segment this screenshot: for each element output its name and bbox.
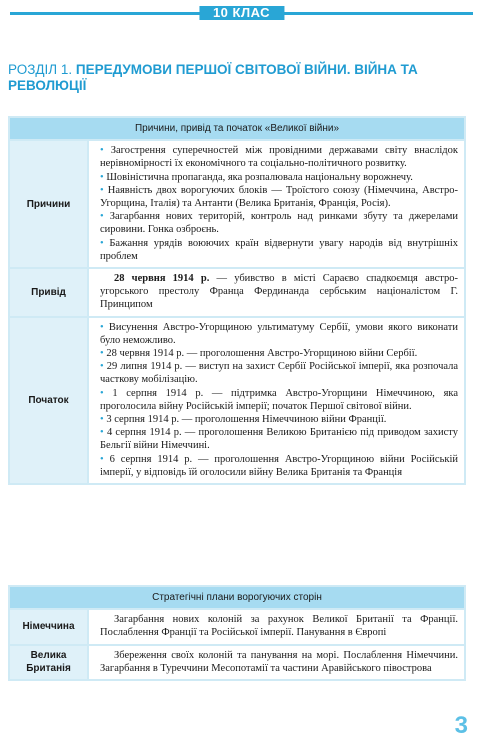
section-number: РОЗДІЛ 1. [8, 62, 73, 77]
bullet-icon: • [100, 184, 104, 196]
list-item: • 3 серпня 1914 р. — проголошення Німеччиною війни Франції. [100, 414, 387, 426]
list-item: • 1 серпня 1914 р. — підтримка Австро-Угорщини Німеччиною, яка проголосила війну Російській імперії; початок Першої світової війни. [100, 387, 459, 412]
table-row [9, 317, 465, 484]
pretext-date: 28 червня 1914 р. [114, 273, 210, 285]
grade-header-bar [0, 6, 483, 20]
table-row [9, 268, 465, 317]
section-heading [8, 62, 468, 94]
pretext-cell [88, 268, 465, 317]
grade-label: 10 КЛАС [199, 6, 284, 20]
germany-plans-cell: Загарбання нових колоній за рахунок Великої Британії та Франції. Послаблення Франції та Російської імперії. Панування в Європі [88, 609, 465, 644]
list-item: • 28 червня 1914 р. — проголошення Австро-Угорщиною війни Сербії. [100, 348, 418, 360]
bullet-icon: • [100, 414, 104, 426]
list-item: • Наявність двох ворогуючих блоків — Троїстого союзу (Німеччина, Австро-Угорщина, Італія) та Антанти (Велика Британія, Франція, Росія). [100, 184, 458, 210]
bullet-icon: • [100, 348, 104, 360]
bullet-icon: • [100, 361, 104, 373]
causes-table [8, 116, 466, 485]
list-item: • Шовіністична пропаганда, яка розпалювала національну ворожнечу. [100, 171, 413, 183]
causes-table-header: Причини, привід та початок «Великої війни» [9, 117, 465, 140]
table-row [9, 645, 465, 680]
list-item: • 4 серпня 1914 р. — проголошення Великою Британією під приводом захисту Бельгії війни Німеччині. [100, 427, 458, 452]
row-label-great-britain: Велика Британія [9, 645, 88, 680]
section-title: ПЕРЕДУМОВИ ПЕРШОЇ СВІТОВОЇ ВІЙНИ. ВІЙНА ТА РЕВОЛЮЦІЇ [8, 62, 418, 93]
row-label-germany: Німеччина [9, 609, 88, 644]
list-item: • 6 серпня 1914 р. — проголошення Австро-Угорщиною війни Російській імперії, у відповідь їй оголосили війну Велика Британія та Франція [100, 453, 459, 478]
strategic-plans-header: Стратегічні плани ворогуючих сторін [9, 586, 465, 609]
list-item: • 29 липня 1914 р. — виступ на захист Сербії Російської імперії, яка розпочала часткову мобілізацію. [100, 361, 459, 386]
row-label-pretext: Привід [9, 268, 88, 317]
table-row [9, 140, 465, 268]
causes-cell [88, 140, 465, 268]
bullet-icon: • [100, 237, 104, 249]
bullet-icon: • [100, 145, 104, 157]
pretext-text: — убивство в місті Сараєво спадкоємця австро-угорського престолу Франца Фердинанда сербським націоналістом Г. Принципом [100, 273, 458, 311]
britain-plans-cell: Збереження своїх колоній та панування на морі. Послаблення Німеччини. Загарбання в Туреччини Месопотамії та частини Аравійського півострова [88, 645, 465, 680]
bullet-icon: • [100, 387, 104, 399]
list-item: • Висунення Австро-Угорщиною ультиматуму Сербії, умови якого виконати було неможливо. [100, 321, 459, 346]
bullet-icon: • [100, 453, 104, 465]
bullet-icon: • [100, 321, 104, 333]
page-number: 3 [454, 712, 468, 739]
list-item: • Бажання урядів воюючих країн відвернути увагу народів від внутрішніх проблем [100, 237, 459, 262]
list-item: • Загарбання нових територій, контроль над ринками збуту та джерелами сировини. Гонка озброєнь. [100, 211, 459, 236]
row-label-causes: Причини [9, 140, 88, 268]
bullet-icon: • [100, 171, 104, 183]
start-cell [88, 317, 465, 484]
table-row [9, 609, 465, 644]
row-label-start: Початок [9, 317, 88, 484]
strategic-plans-table [8, 585, 466, 681]
list-item: • Загострення суперечностей між провідними державами світу внаслідок нерівномірності їх економічного та соціально-політичного розвитку. [100, 145, 458, 170]
bullet-icon: • [100, 427, 104, 439]
bullet-icon: • [100, 211, 104, 223]
